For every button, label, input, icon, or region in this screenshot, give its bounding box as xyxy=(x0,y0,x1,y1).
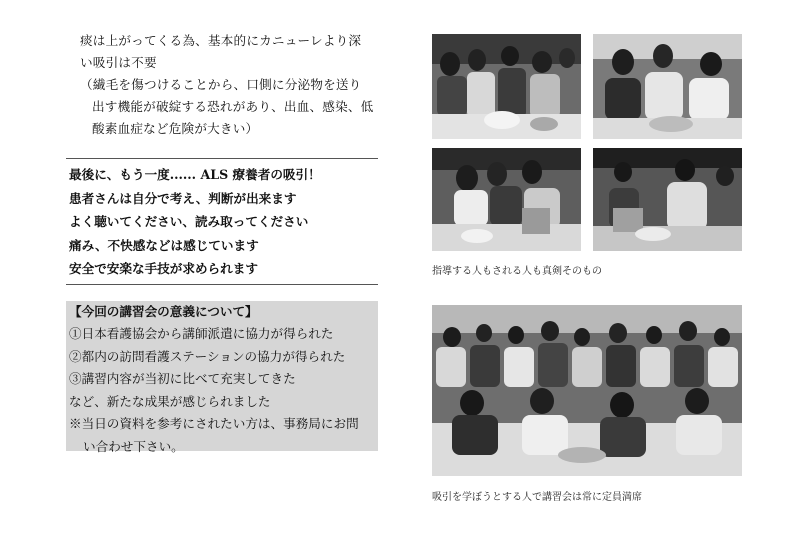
photo-seminar-room xyxy=(432,305,742,476)
intro-line-1: 痰は上がってくる為、基本的にカニューレより深 xyxy=(80,33,362,48)
als-line-4: 痛み、不快感などは感じています xyxy=(69,237,259,253)
divider-bottom xyxy=(66,284,378,285)
left-column xyxy=(66,30,380,455)
notice-line-5: ※当日の資料を参考にされたい方は、事務局にお問 xyxy=(69,416,359,432)
divider-top xyxy=(66,158,378,159)
seminar-significance-box xyxy=(66,301,378,455)
photo-training-4 xyxy=(593,148,742,251)
notice-line-1: ①日本看護協会から講師派遣に協力が得られた xyxy=(69,326,334,342)
caption-bottom-photo: 吸引を学ぼうとする人で講習会は常に定員満席 xyxy=(432,492,642,503)
als-line-3: よく聴いてください、読み取ってください xyxy=(69,214,309,229)
intro-line-2: い吸引は不要 xyxy=(80,55,157,70)
als-line-5: 安全で安楽な手技が求められます xyxy=(69,261,258,276)
notice-line-6: い合わせ下さい。 xyxy=(83,439,184,455)
photo-training-3 xyxy=(432,148,581,251)
als-message xyxy=(66,163,380,281)
photo-training-2 xyxy=(593,34,742,139)
als-line-1: 最後に、もう一度...... ALS 療養者の吸引！ xyxy=(69,167,321,182)
intro-line-4: 出す機能が破綻する恐れがあり、出血、感染、低 xyxy=(92,99,374,114)
notice-heading: 【今回の講習会の意義について】 xyxy=(69,303,258,319)
suction-note xyxy=(66,30,380,140)
als-line-2: 患者さんは自分で考え、判断が出来ます xyxy=(69,190,297,206)
caption-top-photos: 指導する人もされる人も真剣そのもの xyxy=(432,266,602,277)
notice-line-3: ③講習内容が当初に比べて充実してきた xyxy=(69,371,296,387)
notice-line-2: ②都内の訪問看護ステーションの協力が得られた xyxy=(69,348,346,364)
intro-line-5: 酸素血症など危険が大きい） xyxy=(92,121,259,136)
photo-training-1 xyxy=(432,34,581,139)
notice-line-4: など、新たな成果が感じられました xyxy=(69,393,271,409)
intro-line-3: （繊毛を傷つけることから、口側に分泌物を送り xyxy=(80,77,362,92)
